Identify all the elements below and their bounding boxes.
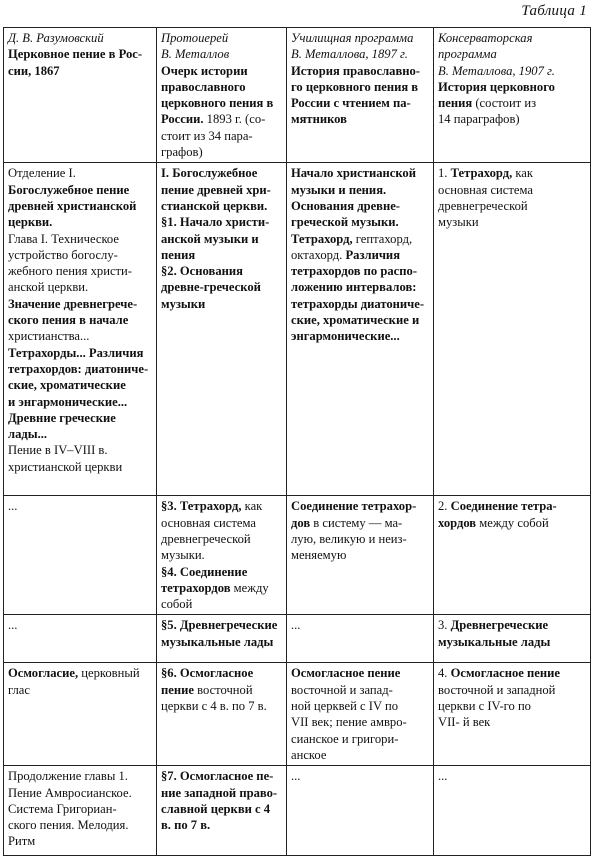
table-cell xyxy=(4,163,157,496)
cell-line xyxy=(161,231,282,247)
table-row xyxy=(4,496,591,615)
cell-text: октахорд. xyxy=(291,247,343,262)
cell-text: ... xyxy=(438,769,448,784)
cell-text: тетрахорды диатониче- xyxy=(291,296,425,311)
cell-text: церкви. xyxy=(8,215,53,230)
cell-text: ... xyxy=(8,618,18,633)
cell-line xyxy=(8,182,152,198)
cell-text: ние западной право- xyxy=(161,785,278,800)
table-row xyxy=(4,615,591,663)
cell-text: §4. Соединение xyxy=(161,564,248,579)
cell-text: 4. xyxy=(438,666,448,681)
cell-text: §1. Начало христи- xyxy=(161,215,270,230)
cell-text: ... xyxy=(291,769,301,784)
cell-line xyxy=(438,198,586,214)
table-cell xyxy=(4,496,157,615)
cell-text: России. xyxy=(161,112,204,127)
cell-line xyxy=(291,214,429,230)
cell-text: ложению интервалов: xyxy=(291,280,417,295)
cell-text: хордов xyxy=(438,515,477,530)
cell-text: пения xyxy=(438,96,473,111)
header-cell xyxy=(434,28,591,163)
cell-text: стианской церкви. xyxy=(161,198,268,213)
cell-text: программа xyxy=(438,47,497,62)
cell-text: Осмогласное пение xyxy=(291,666,401,681)
cell-text: глас xyxy=(8,682,30,697)
table-cell xyxy=(157,663,287,766)
cell-text: Пение в IV–VIII в. xyxy=(8,443,108,458)
cell-line xyxy=(438,634,586,650)
table-cell xyxy=(157,496,287,615)
cell-line xyxy=(161,46,282,62)
cell-line xyxy=(161,63,282,79)
cell-line xyxy=(291,198,429,214)
cell-line xyxy=(438,617,586,633)
table-cell xyxy=(434,615,591,663)
cell-text: лую, великую и неиз- xyxy=(291,531,407,546)
cell-line xyxy=(291,682,429,698)
cell-line xyxy=(291,515,429,531)
cell-line xyxy=(161,801,282,817)
cell-line xyxy=(161,198,282,214)
cell-text: музыки xyxy=(161,296,206,311)
cell-text: ной церквей с IV по xyxy=(291,699,399,714)
cell-line xyxy=(438,515,586,531)
cell-line xyxy=(161,768,282,784)
cell-text: Продолжение главы 1. xyxy=(8,769,128,784)
cell-line xyxy=(8,63,152,79)
cell-text-regular: восточной xyxy=(193,682,253,697)
cell-line xyxy=(291,531,429,547)
cell-line xyxy=(438,682,586,698)
cell-text: Тетрахорды... Различия xyxy=(8,345,144,360)
cell-line xyxy=(291,747,429,763)
cell-text: Протоиерей xyxy=(161,31,229,45)
cell-line xyxy=(291,617,429,633)
cell-line xyxy=(291,63,429,79)
cell-line xyxy=(438,95,586,111)
cell-text: музыкальные лады xyxy=(438,634,551,649)
cell-line xyxy=(8,30,152,46)
cell-line xyxy=(8,498,152,514)
cell-text: древнегреческой xyxy=(438,198,528,213)
cell-text: ... xyxy=(8,499,18,514)
cell-line xyxy=(8,231,152,247)
cell-text: Древние греческие xyxy=(8,410,116,425)
header-cell xyxy=(4,28,157,163)
cell-line xyxy=(291,111,429,127)
cell-line xyxy=(8,833,152,849)
cell-text-bold: Соединение тетра- xyxy=(447,499,557,514)
cell-text: основная система xyxy=(438,182,533,197)
cell-text: го церковного пения в xyxy=(291,79,419,94)
cell-line xyxy=(438,63,586,79)
cell-text-regular: как xyxy=(512,166,534,181)
cell-line xyxy=(161,634,282,650)
cell-line xyxy=(8,768,152,784)
cell-line xyxy=(161,30,282,46)
cell-text: тетрахордов xyxy=(161,580,231,595)
table-cell xyxy=(157,615,287,663)
table-cell xyxy=(157,163,287,496)
cell-text: ... xyxy=(291,618,301,633)
cell-line xyxy=(291,79,429,95)
cell-text: христианства... xyxy=(8,329,90,344)
cell-text: собой xyxy=(161,597,193,612)
cell-line xyxy=(438,665,586,681)
cell-line xyxy=(161,665,282,681)
cell-line xyxy=(8,394,152,410)
cell-line xyxy=(8,165,152,181)
cell-line xyxy=(161,785,282,801)
cell-line xyxy=(291,30,429,46)
cell-text-bold: Древнегреческие xyxy=(447,618,549,633)
table-cell xyxy=(4,766,157,856)
cell-text: восточной и западной xyxy=(438,682,556,697)
cell-text: музыки. xyxy=(161,548,205,563)
cell-text: церкви с IV-го по xyxy=(438,699,531,714)
header-cell xyxy=(287,28,434,163)
cell-line xyxy=(161,165,282,181)
cell-text: мятников xyxy=(291,112,347,127)
header-cell xyxy=(157,28,287,163)
cell-text: древнегреческой xyxy=(161,531,251,546)
cell-line xyxy=(161,296,282,312)
cell-text: ские, хроматические xyxy=(8,378,126,393)
cell-text: церковного пения в xyxy=(161,96,274,111)
cell-line xyxy=(291,279,429,295)
cell-text-bold: Осмогласное пение xyxy=(447,666,560,681)
cell-text-regular: как xyxy=(241,499,263,514)
cell-text: В. Металлов xyxy=(161,47,230,62)
cell-line xyxy=(438,111,586,127)
cell-text: дов xyxy=(291,515,311,530)
cell-line xyxy=(161,498,282,514)
cell-text: пение xyxy=(161,682,194,697)
cell-line xyxy=(291,95,429,111)
cell-text: анское xyxy=(291,747,327,762)
cell-text: 14 параграфов) xyxy=(438,112,520,127)
cell-line xyxy=(161,547,282,563)
cell-line xyxy=(291,46,429,62)
cell-line xyxy=(291,698,429,714)
table-cell xyxy=(4,615,157,663)
cell-text-bold: Тетрахорд, xyxy=(447,166,513,181)
cell-text-regular: в систему — ма- xyxy=(310,515,403,530)
cell-text: Пение Амвросианское. xyxy=(8,785,132,800)
cell-text: Глава I. Техническое xyxy=(8,231,119,246)
cell-line xyxy=(8,279,152,295)
cell-line xyxy=(161,279,282,295)
cell-line xyxy=(438,79,586,95)
cell-text: пения xyxy=(161,247,196,262)
cell-line xyxy=(161,247,282,263)
cell-text: сианское и григори- xyxy=(291,731,399,746)
cell-text: музыки xyxy=(438,215,479,230)
cell-line xyxy=(8,426,152,442)
cell-line xyxy=(161,580,282,596)
table-row xyxy=(4,163,591,496)
cell-text: анской церкви. xyxy=(8,280,89,295)
cell-text: и энгармонические... xyxy=(8,394,128,409)
cell-text-regular: между xyxy=(230,580,269,595)
table-cell xyxy=(434,663,591,766)
cell-text: меняемую xyxy=(291,548,347,563)
cell-text: России с чтением па- xyxy=(291,96,411,111)
cell-line xyxy=(161,698,282,714)
cell-text: §3. Тетрахорд, xyxy=(161,499,242,514)
cell-line xyxy=(291,182,429,198)
cell-text-regular: 1893 г. (со- xyxy=(203,112,266,127)
cell-line xyxy=(291,165,429,181)
cell-line xyxy=(8,817,152,833)
cell-line xyxy=(8,665,152,681)
cell-line xyxy=(8,345,152,361)
cell-line xyxy=(438,46,586,62)
cell-line xyxy=(8,785,152,801)
cell-text: тетрахордов по распо- xyxy=(291,264,418,279)
cell-line xyxy=(438,30,586,46)
cell-line xyxy=(291,312,429,328)
cell-line xyxy=(438,182,586,198)
cell-text: 1. xyxy=(438,166,448,181)
cell-line xyxy=(438,714,586,730)
cell-line xyxy=(8,801,152,817)
cell-text: Значение древнегрече- xyxy=(8,296,138,311)
table-cell xyxy=(287,615,434,663)
cell-line xyxy=(438,165,586,181)
cell-text: пение древней хри- xyxy=(161,182,271,197)
cell-line xyxy=(161,263,282,279)
cell-line xyxy=(161,144,282,160)
header-row xyxy=(4,28,591,163)
cell-line xyxy=(161,182,282,198)
cell-line xyxy=(8,328,152,344)
cell-line xyxy=(161,128,282,144)
cell-line xyxy=(161,79,282,95)
table-cell xyxy=(287,766,434,856)
cell-line xyxy=(8,263,152,279)
cell-line xyxy=(291,263,429,279)
cell-text: В. Металлова, 1897 г. xyxy=(291,47,408,62)
cell-line xyxy=(291,231,429,247)
cell-text: древне-греческой xyxy=(161,280,261,295)
cell-text: тетрахордов: диатониче- xyxy=(8,361,149,376)
cell-line xyxy=(438,768,586,784)
cell-line xyxy=(291,547,429,563)
table-cell xyxy=(4,663,157,766)
cell-text-bold: Различия xyxy=(342,247,401,262)
cell-text: православного xyxy=(161,79,246,94)
cell-text: восточной и запад- xyxy=(291,682,393,697)
cell-text: ского пения. Мелодия. xyxy=(8,818,129,833)
cell-text: древней христианской xyxy=(8,198,137,213)
cell-line xyxy=(161,214,282,230)
cell-line xyxy=(291,498,429,514)
cell-text: §7. Осмогласное пе- xyxy=(161,769,274,784)
cell-text: ского пения в начале xyxy=(8,313,129,328)
cell-line xyxy=(8,46,152,62)
cell-text: 2. xyxy=(438,499,448,514)
cell-text: устройство богослу- xyxy=(8,247,118,262)
cell-text: Д. В. Разумовский xyxy=(8,31,104,45)
table-cell xyxy=(434,766,591,856)
cell-line xyxy=(291,768,429,784)
cell-text: Богослужебное пение xyxy=(8,182,130,197)
cell-text: славной церкви с 4 xyxy=(161,801,271,816)
table-cell xyxy=(287,663,434,766)
cell-line xyxy=(161,531,282,547)
cell-text: I. Богослужебное xyxy=(161,166,258,181)
cell-text: стоит из 34 пара- xyxy=(161,128,253,143)
cell-line xyxy=(8,296,152,312)
cell-line xyxy=(8,312,152,328)
cell-line xyxy=(161,564,282,580)
cell-line xyxy=(161,617,282,633)
cell-text-regular: церковный xyxy=(78,666,140,681)
cell-text: Училищная программа xyxy=(291,31,414,45)
cell-text: графов) xyxy=(161,145,203,160)
cell-text: §2. Основания xyxy=(161,264,243,279)
cell-text: в. по 7 в. xyxy=(161,818,211,833)
cell-line xyxy=(291,247,429,263)
cell-line xyxy=(161,515,282,531)
table-caption: Таблица 1 xyxy=(521,3,587,19)
cell-line xyxy=(438,498,586,514)
cell-text: музыкальные лады xyxy=(161,634,274,649)
cell-line xyxy=(8,377,152,393)
cell-line xyxy=(8,459,152,475)
cell-line xyxy=(8,442,152,458)
table-cell xyxy=(434,496,591,615)
cell-text: музыки и пения. xyxy=(291,182,387,197)
cell-text: Церковное пение в Рос- xyxy=(8,47,143,62)
cell-line xyxy=(8,410,152,426)
cell-text: История православно- xyxy=(291,63,420,78)
cell-line xyxy=(161,596,282,612)
cell-text: христианской церкви xyxy=(8,459,123,474)
cell-text: История церковного xyxy=(438,79,555,94)
table-cell xyxy=(157,766,287,856)
cell-text: VII- й век xyxy=(438,715,491,730)
cell-line xyxy=(161,817,282,833)
cell-line xyxy=(8,247,152,263)
table-row xyxy=(4,663,591,766)
cell-text: VII век; пение амвро- xyxy=(291,715,407,730)
table-cell xyxy=(287,163,434,496)
cell-text: Начало христианской xyxy=(291,166,416,181)
cell-text: §5. Древнегреческие xyxy=(161,618,278,633)
cell-line xyxy=(8,214,152,230)
cell-text: Отделение I. xyxy=(8,166,76,181)
cell-text: основная система xyxy=(161,515,256,530)
cell-line xyxy=(291,714,429,730)
cell-text: Соединение тетрахор- xyxy=(291,499,417,514)
cell-line xyxy=(438,698,586,714)
cell-text: Основания древне- xyxy=(291,198,401,213)
cell-text-regular: между собой xyxy=(476,515,549,530)
cell-text-regular: (состоит из xyxy=(472,96,537,111)
cell-text: анской музыки и xyxy=(161,231,259,246)
cell-text-regular: гептахорд, xyxy=(352,231,413,246)
cell-line xyxy=(8,198,152,214)
cell-line xyxy=(291,665,429,681)
cell-text: Система Григориан- xyxy=(8,801,117,816)
cell-text: Консерваторская xyxy=(438,31,533,45)
cell-line xyxy=(291,731,429,747)
cell-text: В. Металлова, 1907 г. xyxy=(438,63,555,78)
cell-text: энгармонические... xyxy=(291,329,400,344)
table-cell xyxy=(434,163,591,496)
cell-line xyxy=(438,214,586,230)
cell-text: ские, хроматические и xyxy=(291,313,420,328)
cell-text: Очерк истории xyxy=(161,63,248,78)
cell-text: жебного пения христи- xyxy=(8,264,132,279)
cell-text: церкви с 4 в. по 7 в. xyxy=(161,699,267,714)
table-cell xyxy=(287,496,434,615)
cell-text: Осмогласие, xyxy=(8,666,79,681)
cell-text: сии, 1867 xyxy=(8,63,60,78)
cell-text: греческой музыки. xyxy=(291,215,399,230)
cell-line xyxy=(8,617,152,633)
cell-line xyxy=(161,111,282,127)
comparison-table xyxy=(3,27,591,856)
cell-text: лады... xyxy=(8,427,48,442)
cell-text: §6. Осмогласное xyxy=(161,666,254,681)
cell-line xyxy=(8,682,152,698)
cell-line xyxy=(161,682,282,698)
cell-text: Ритм xyxy=(8,834,36,849)
cell-text: 3. xyxy=(438,618,448,633)
cell-line xyxy=(291,296,429,312)
table-body xyxy=(4,28,591,856)
cell-line xyxy=(161,95,282,111)
cell-line xyxy=(291,328,429,344)
cell-text: Тетрахорд, xyxy=(291,231,353,246)
table-row xyxy=(4,766,591,856)
cell-line xyxy=(8,361,152,377)
